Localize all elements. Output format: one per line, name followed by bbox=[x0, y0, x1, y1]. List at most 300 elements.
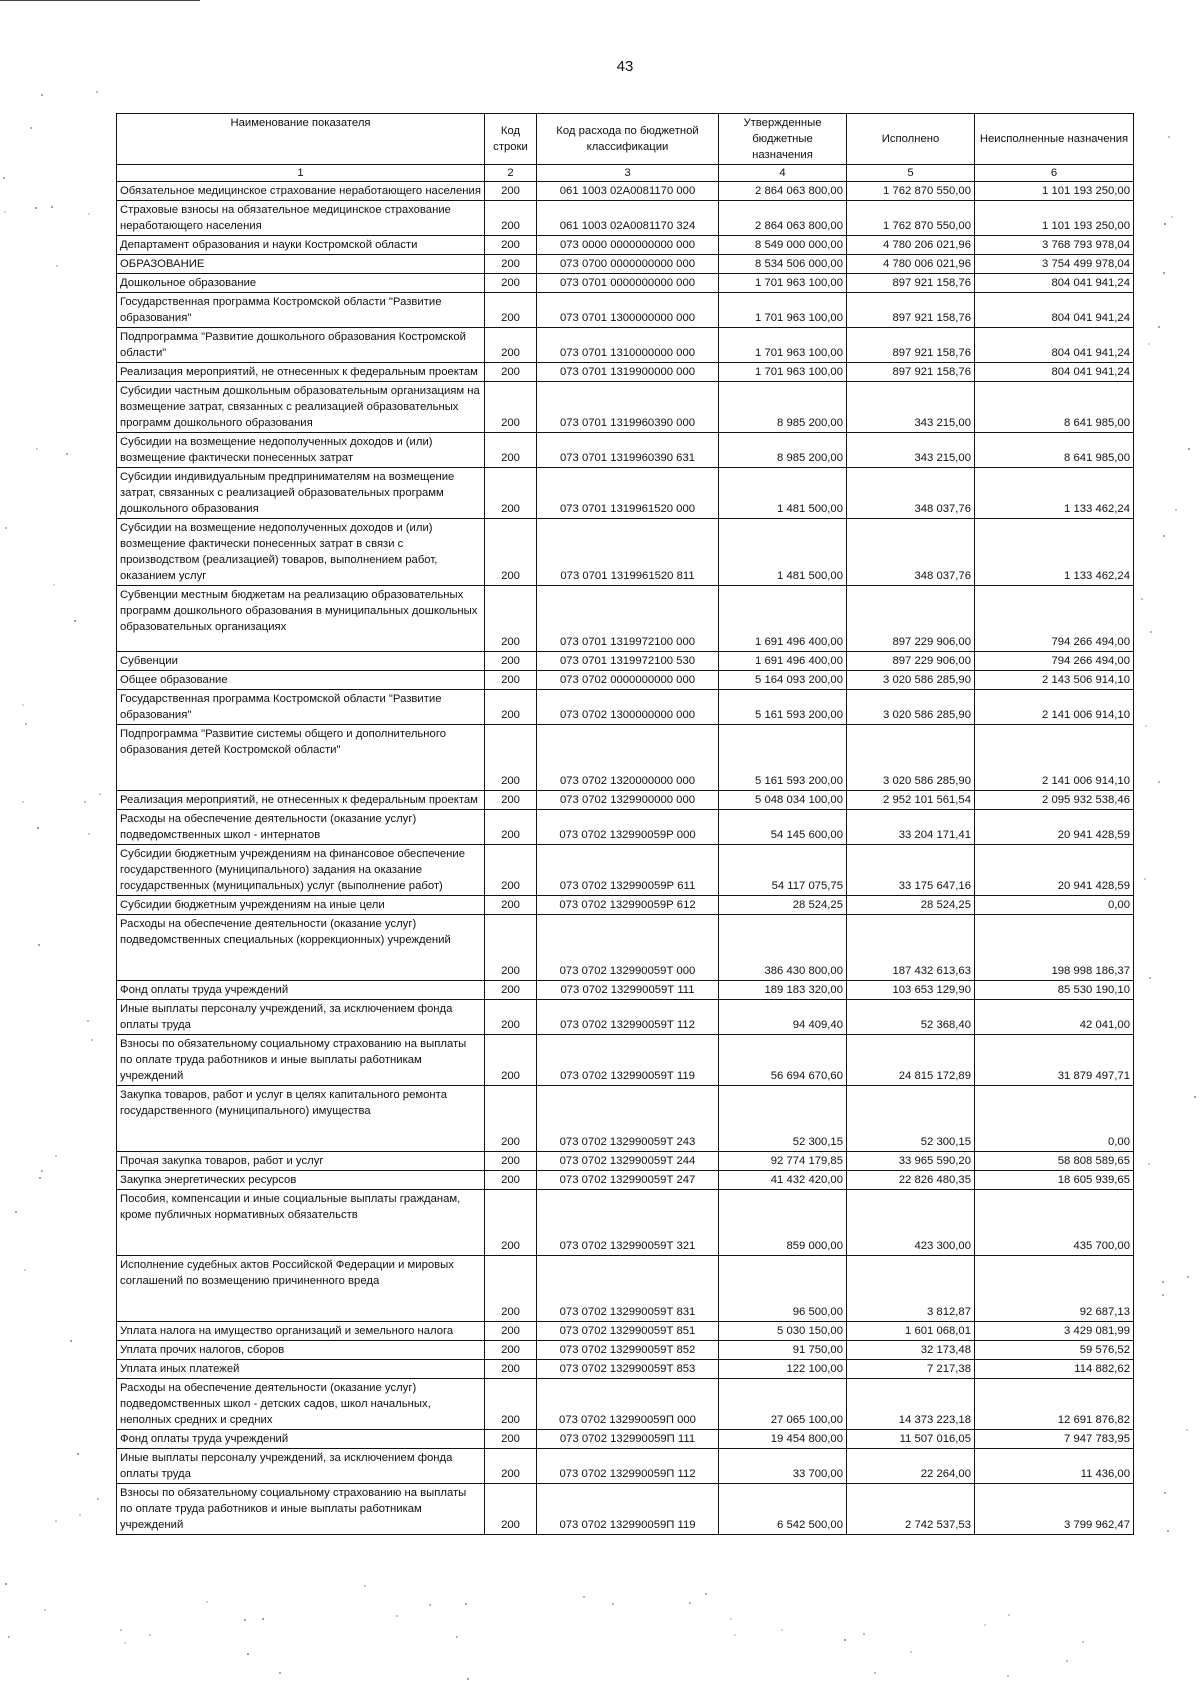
scan-speck bbox=[429, 1604, 431, 1606]
header-row bbox=[117, 114, 1134, 165]
scan-speck bbox=[1150, 631, 1152, 633]
row-unexecuted-amount: 0,00 bbox=[975, 1086, 1134, 1152]
row-approved-amount: 28 524,25 bbox=[719, 896, 847, 915]
scan-speck bbox=[79, 1514, 81, 1516]
table-row bbox=[117, 1035, 1134, 1086]
row-executed-amount: 348 037,76 bbox=[847, 468, 975, 519]
row-unexecuted-amount: 804 041 941,24 bbox=[975, 293, 1134, 328]
row-budget-code: 073 0701 0000000000 000 bbox=[537, 274, 719, 293]
row-approved-amount: 1 481 500,00 bbox=[719, 468, 847, 519]
row-unexecuted-amount: 12 691 876,82 bbox=[975, 1379, 1134, 1430]
row-budget-code: 073 0701 1319972100 000 bbox=[537, 586, 719, 652]
row-line-code: 200 bbox=[485, 1086, 537, 1152]
row-indicator-name: Субвенции местным бюджетам на реализацию образовательных программ дошкольного образования в муниципальных дошкольных образовательных организациях bbox=[117, 586, 485, 652]
scan-speck bbox=[465, 1603, 467, 1605]
row-budget-code: 073 0702 132990059П 112 bbox=[537, 1449, 719, 1484]
row-approved-amount: 5 030 150,00 bbox=[719, 1322, 847, 1341]
scan-speck bbox=[730, 1618, 732, 1620]
row-approved-amount: 8 534 506 000,00 bbox=[719, 255, 847, 274]
table-row bbox=[117, 1341, 1134, 1360]
table-row bbox=[117, 1484, 1134, 1535]
scan-speck bbox=[984, 1624, 986, 1626]
row-budget-code: 073 0702 132990059Т 831 bbox=[537, 1256, 719, 1322]
row-approved-amount: 94 409,40 bbox=[719, 1000, 847, 1035]
row-indicator-name: Реализация мероприятий, не отнесенных к федеральным проектам bbox=[117, 791, 485, 810]
row-budget-code: 073 0702 132990059Т 119 bbox=[537, 1035, 719, 1086]
row-indicator-name: Фонд оплаты труда учреждений bbox=[117, 1430, 485, 1449]
row-executed-amount: 3 812,87 bbox=[847, 1256, 975, 1322]
table-row bbox=[117, 468, 1134, 519]
row-line-code: 200 bbox=[485, 671, 537, 690]
scan-speck bbox=[583, 1596, 585, 1598]
scan-speck bbox=[247, 1653, 249, 1655]
row-executed-amount: 22 264,00 bbox=[847, 1449, 975, 1484]
row-indicator-name: Субсидии на возмещение недополученных доходов и (или) возмещение фактически понесенных затрат в связи с производством (реализацией) товаров, выполнением работ, оказанием услуг bbox=[117, 519, 485, 586]
scan-edge-line bbox=[0, 0, 200, 1]
scan-speck bbox=[53, 584, 55, 586]
row-executed-amount: 2 742 537,53 bbox=[847, 1484, 975, 1535]
row-budget-code: 073 0702 1320000000 000 bbox=[537, 725, 719, 791]
row-approved-amount: 1 691 496 400,00 bbox=[719, 586, 847, 652]
row-indicator-name: Субсидии бюджетным учреждениям на иные цели bbox=[117, 896, 485, 915]
table-row bbox=[117, 915, 1134, 981]
row-budget-code: 073 0702 132990059Т 321 bbox=[537, 1190, 719, 1256]
row-budget-code: 073 0702 1329900000 000 bbox=[537, 791, 719, 810]
row-budget-code: 073 0702 132990059Р 612 bbox=[537, 896, 719, 915]
scan-speck bbox=[1145, 725, 1147, 727]
row-budget-code: 073 0702 132990059Т 112 bbox=[537, 1000, 719, 1035]
scan-speck bbox=[612, 1603, 614, 1605]
row-budget-code: 073 0701 1319960390 000 bbox=[537, 382, 719, 433]
row-budget-code: 073 0702 132990059Т 247 bbox=[537, 1171, 719, 1190]
row-indicator-name: Взносы по обязательному социальному страхованию на выплаты по оплате труда работников и иные выплаты работникам учреждений bbox=[117, 1035, 485, 1086]
row-unexecuted-amount: 3 754 499 978,04 bbox=[975, 255, 1134, 274]
row-executed-amount: 348 037,76 bbox=[847, 519, 975, 586]
scan-speck bbox=[88, 833, 90, 835]
row-indicator-name: Государственная программа Костромской области "Развитие образования" bbox=[117, 293, 485, 328]
row-line-code: 200 bbox=[485, 1000, 537, 1035]
table-row bbox=[117, 1086, 1134, 1152]
row-indicator-name: Прочая закупка товаров, работ и услуг bbox=[117, 1152, 485, 1171]
scan-speck bbox=[22, 704, 24, 706]
scan-speck bbox=[5, 1583, 7, 1585]
row-indicator-name: ОБРАЗОВАНИЕ bbox=[117, 255, 485, 274]
table-body bbox=[117, 182, 1134, 1535]
scan-speck bbox=[262, 1618, 264, 1620]
row-budget-code: 073 0702 132990059Т 852 bbox=[537, 1341, 719, 1360]
scan-speck bbox=[56, 265, 58, 267]
table-row bbox=[117, 1000, 1134, 1035]
row-approved-amount: 6 542 500,00 bbox=[719, 1484, 847, 1535]
row-indicator-name: Дошкольное образование bbox=[117, 274, 485, 293]
row-budget-code: 073 0702 132990059П 000 bbox=[537, 1379, 719, 1430]
scan-speck bbox=[38, 944, 40, 946]
scan-speck bbox=[5, 527, 7, 529]
scan-speck bbox=[4, 211, 6, 213]
scan-speck bbox=[1187, 1276, 1189, 1278]
scan-speck bbox=[1141, 598, 1143, 600]
row-unexecuted-amount: 0,00 bbox=[975, 896, 1134, 915]
row-approved-amount: 386 430 800,00 bbox=[719, 915, 847, 981]
row-line-code: 200 bbox=[485, 725, 537, 791]
table-row bbox=[117, 293, 1134, 328]
scan-speck bbox=[8, 1636, 10, 1638]
table-row bbox=[117, 182, 1134, 201]
scan-speck bbox=[1194, 1096, 1196, 1098]
row-line-code: 200 bbox=[485, 274, 537, 293]
row-approved-amount: 54 117 075,75 bbox=[719, 845, 847, 896]
row-approved-amount: 91 750,00 bbox=[719, 1341, 847, 1360]
column-number: 1 bbox=[117, 165, 485, 182]
scan-speck bbox=[844, 1639, 846, 1641]
row-unexecuted-amount: 1 101 193 250,00 bbox=[975, 201, 1134, 236]
scan-speck bbox=[36, 448, 38, 450]
row-unexecuted-amount: 20 941 428,59 bbox=[975, 810, 1134, 845]
row-budget-code: 073 0701 1300000000 000 bbox=[537, 293, 719, 328]
row-executed-amount: 28 524,25 bbox=[847, 896, 975, 915]
row-executed-amount: 1 762 870 550,00 bbox=[847, 201, 975, 236]
row-executed-amount: 22 826 480,35 bbox=[847, 1171, 975, 1190]
table-row bbox=[117, 1171, 1134, 1190]
table-row bbox=[117, 1449, 1134, 1484]
row-executed-amount: 897 921 158,76 bbox=[847, 363, 975, 382]
row-unexecuted-amount: 804 041 941,24 bbox=[975, 328, 1134, 363]
row-unexecuted-amount: 2 095 932 538,46 bbox=[975, 791, 1134, 810]
header-indicator-name: Наименование показателя bbox=[117, 114, 485, 165]
row-unexecuted-amount: 18 605 939,65 bbox=[975, 1171, 1134, 1190]
row-unexecuted-amount: 2 141 006 914,10 bbox=[975, 725, 1134, 791]
row-executed-amount: 897 921 158,76 bbox=[847, 293, 975, 328]
row-unexecuted-amount: 2 143 506 914,10 bbox=[975, 671, 1134, 690]
row-executed-amount: 14 373 223,18 bbox=[847, 1379, 975, 1430]
table-row bbox=[117, 328, 1134, 363]
scan-speck bbox=[74, 620, 76, 622]
row-unexecuted-amount: 3 799 962,47 bbox=[975, 1484, 1134, 1535]
page-number: 43 bbox=[616, 58, 634, 75]
row-executed-amount: 103 653 129,90 bbox=[847, 981, 975, 1000]
table-row bbox=[117, 671, 1134, 690]
row-indicator-name: Страховые взносы на обязательное медицинское страхование неработающего населения bbox=[117, 201, 485, 236]
row-approved-amount: 8 549 000 000,00 bbox=[719, 236, 847, 255]
row-approved-amount: 122 100,00 bbox=[719, 1360, 847, 1379]
row-line-code: 200 bbox=[485, 690, 537, 725]
row-indicator-name: Субсидии индивидуальным предпринимателям на возмещение затрат, связанных с реализацией образовательных программ дошкольного образования bbox=[117, 468, 485, 519]
scan-speck bbox=[84, 801, 86, 803]
row-executed-amount: 4 780 006 021,96 bbox=[847, 255, 975, 274]
row-executed-amount: 423 300,00 bbox=[847, 1190, 975, 1256]
row-approved-amount: 1 701 963 100,00 bbox=[719, 363, 847, 382]
row-executed-amount: 32 173,48 bbox=[847, 1341, 975, 1360]
row-budget-code: 073 0702 132990059Т 853 bbox=[537, 1360, 719, 1379]
row-unexecuted-amount: 42 041,00 bbox=[975, 1000, 1134, 1035]
scan-speck bbox=[863, 1633, 865, 1635]
row-line-code: 200 bbox=[485, 1171, 537, 1190]
scan-speck bbox=[1163, 272, 1165, 274]
scan-speck bbox=[15, 1211, 17, 1213]
row-approved-amount: 52 300,15 bbox=[719, 1086, 847, 1152]
scan-speck bbox=[467, 1678, 469, 1680]
row-unexecuted-amount: 114 882,62 bbox=[975, 1360, 1134, 1379]
row-executed-amount: 1 762 870 550,00 bbox=[847, 182, 975, 201]
row-line-code: 200 bbox=[485, 328, 537, 363]
scan-speck bbox=[874, 1672, 876, 1674]
row-executed-amount: 33 175 647,16 bbox=[847, 845, 975, 896]
row-budget-code: 073 0701 1319972100 530 bbox=[537, 652, 719, 671]
row-unexecuted-amount: 794 266 494,00 bbox=[975, 586, 1134, 652]
table-row bbox=[117, 810, 1134, 845]
scan-speck bbox=[99, 793, 101, 795]
header-budget-code: Код расхода по бюджетной классификации bbox=[537, 114, 719, 165]
column-number: 5 bbox=[847, 165, 975, 182]
table-row bbox=[117, 519, 1134, 586]
row-unexecuted-amount: 804 041 941,24 bbox=[975, 274, 1134, 293]
row-budget-code: 073 0702 1300000000 000 bbox=[537, 690, 719, 725]
row-approved-amount: 1 691 496 400,00 bbox=[719, 652, 847, 671]
row-unexecuted-amount: 804 041 941,24 bbox=[975, 363, 1134, 382]
row-line-code: 200 bbox=[485, 1430, 537, 1449]
row-executed-amount: 187 432 613,63 bbox=[847, 915, 975, 981]
scan-speck bbox=[1164, 223, 1166, 225]
table-row bbox=[117, 1379, 1134, 1430]
scan-speck bbox=[1167, 1530, 1169, 1532]
row-budget-code: 073 0702 132990059Р 000 bbox=[537, 810, 719, 845]
row-indicator-name: Уплата прочих налогов, сборов bbox=[117, 1341, 485, 1360]
row-line-code: 200 bbox=[485, 236, 537, 255]
scan-speck bbox=[1162, 1294, 1164, 1296]
row-indicator-name: Подпрограмма "Развитие дошкольного образования Костромской области" bbox=[117, 328, 485, 363]
row-line-code: 200 bbox=[485, 845, 537, 896]
row-indicator-name: Закупка товаров, работ и услуг в целях капитального ремонта государственного (муниципального) имущества bbox=[117, 1086, 485, 1152]
scan-speck bbox=[1149, 977, 1151, 979]
row-executed-amount: 1 601 068,01 bbox=[847, 1322, 975, 1341]
budget-execution-table bbox=[116, 113, 1134, 1535]
scan-speck bbox=[55, 1155, 57, 1157]
row-indicator-name: Уплата налога на имущество организаций и земельного налога bbox=[117, 1322, 485, 1341]
row-executed-amount: 3 020 586 285,90 bbox=[847, 671, 975, 690]
row-line-code: 200 bbox=[485, 519, 537, 586]
row-budget-code: 073 0702 132990059П 111 bbox=[537, 1430, 719, 1449]
row-approved-amount: 189 183 320,00 bbox=[719, 981, 847, 1000]
row-line-code: 200 bbox=[485, 201, 537, 236]
header-unexecuted: Неисполненные назначения bbox=[975, 114, 1134, 165]
row-approved-amount: 5 161 593 200,00 bbox=[719, 725, 847, 791]
column-number-row bbox=[117, 165, 1134, 182]
row-indicator-name: Субсидии частным дошкольным образовательным организациям на возмещение затрат, связанных с реализацией образовательных программ дошкольного образования bbox=[117, 382, 485, 433]
row-indicator-name: Субвенции bbox=[117, 652, 485, 671]
row-line-code: 200 bbox=[485, 1341, 537, 1360]
row-unexecuted-amount: 8 641 985,00 bbox=[975, 433, 1134, 468]
table-row bbox=[117, 382, 1134, 433]
table-row bbox=[117, 1190, 1134, 1256]
row-indicator-name: Реализация мероприятий, не отнесенных к федеральным проектам bbox=[117, 363, 485, 382]
row-executed-amount: 3 020 586 285,90 bbox=[847, 690, 975, 725]
row-indicator-name: Расходы на обеспечение деятельности (оказание услуг) подведомственных специальных (коррекционных) учреждений bbox=[117, 915, 485, 981]
row-line-code: 200 bbox=[485, 1379, 537, 1430]
scan-speck bbox=[77, 1453, 79, 1455]
row-indicator-name: Субсидии на возмещение недополученных доходов и (или) возмещение фактически понесенных затрат bbox=[117, 433, 485, 468]
row-unexecuted-amount: 435 700,00 bbox=[975, 1190, 1134, 1256]
row-budget-code: 073 0701 1319960390 631 bbox=[537, 433, 719, 468]
row-budget-code: 073 0701 1319961520 000 bbox=[537, 468, 719, 519]
scan-speck bbox=[1158, 781, 1160, 783]
row-executed-amount: 897 229 906,00 bbox=[847, 586, 975, 652]
row-line-code: 200 bbox=[485, 1449, 537, 1484]
row-executed-amount: 52 300,15 bbox=[847, 1086, 975, 1152]
row-line-code: 200 bbox=[485, 1190, 537, 1256]
table-row bbox=[117, 586, 1134, 652]
scan-speck bbox=[44, 1609, 46, 1611]
scan-speck bbox=[51, 206, 53, 208]
scan-speck bbox=[1082, 1641, 1084, 1643]
scan-speck bbox=[1148, 1163, 1150, 1165]
row-indicator-name: Расходы на обеспечение деятельности (оказание услуг) подведомственных школ - детских садов, школ начальных, неполных средних и средних bbox=[117, 1379, 485, 1430]
row-unexecuted-amount: 1 101 193 250,00 bbox=[975, 182, 1134, 201]
row-line-code: 200 bbox=[485, 255, 537, 274]
row-approved-amount: 1 701 963 100,00 bbox=[719, 293, 847, 328]
row-indicator-name: Исполнение судебных актов Российской Федерации и мировых соглашений по возмещению причиненного вреда bbox=[117, 1256, 485, 1322]
scan-speck bbox=[1144, 878, 1146, 880]
row-executed-amount: 343 215,00 bbox=[847, 433, 975, 468]
row-unexecuted-amount: 1 133 462,24 bbox=[975, 468, 1134, 519]
scan-speck bbox=[41, 94, 43, 96]
row-budget-code: 061 1003 02А0081170 324 bbox=[537, 201, 719, 236]
row-unexecuted-amount: 85 530 190,10 bbox=[975, 981, 1134, 1000]
column-number: 3 bbox=[537, 165, 719, 182]
row-approved-amount: 33 700,00 bbox=[719, 1449, 847, 1484]
row-executed-amount: 343 215,00 bbox=[847, 382, 975, 433]
scan-speck bbox=[70, 1340, 72, 1342]
row-executed-amount: 11 507 016,05 bbox=[847, 1430, 975, 1449]
scan-speck bbox=[30, 127, 32, 129]
row-budget-code: 073 0000 0000000000 000 bbox=[537, 236, 719, 255]
row-executed-amount: 897 921 158,76 bbox=[847, 328, 975, 363]
row-indicator-name: Уплата иных платежей bbox=[117, 1360, 485, 1379]
row-executed-amount: 2 952 101 561,54 bbox=[847, 791, 975, 810]
row-budget-code: 073 0702 132990059Т 244 bbox=[537, 1152, 719, 1171]
scan-speck bbox=[456, 1636, 458, 1638]
row-unexecuted-amount: 20 941 428,59 bbox=[975, 845, 1134, 896]
table-row bbox=[117, 725, 1134, 791]
row-line-code: 200 bbox=[485, 293, 537, 328]
row-indicator-name: Государственная программа Костромской области "Развитие образования" bbox=[117, 690, 485, 725]
scan-speck bbox=[244, 1619, 246, 1621]
row-budget-code: 073 0702 132990059Т 111 bbox=[537, 981, 719, 1000]
row-indicator-name: Взносы по обязательному социальному страхованию на выплаты по оплате труда работников и иные выплаты работникам учреждений bbox=[117, 1484, 485, 1535]
scan-speck bbox=[396, 1615, 398, 1617]
scan-speck bbox=[1007, 1675, 1009, 1677]
row-indicator-name: Расходы на обеспечение деятельности (оказание услуг) подведомственных школ - интернатов bbox=[117, 810, 485, 845]
row-unexecuted-amount: 8 641 985,00 bbox=[975, 382, 1134, 433]
row-indicator-name: Иные выплаты персоналу учреждений, за исключением фонда оплаты труда bbox=[117, 1449, 485, 1484]
table-row bbox=[117, 981, 1134, 1000]
column-number: 4 bbox=[719, 165, 847, 182]
scan-speck bbox=[1168, 136, 1170, 138]
table-row bbox=[117, 1152, 1134, 1171]
row-line-code: 200 bbox=[485, 1152, 537, 1171]
scan-speck bbox=[149, 1634, 151, 1636]
row-line-code: 200 bbox=[485, 1360, 537, 1379]
row-unexecuted-amount: 2 141 006 914,10 bbox=[975, 690, 1134, 725]
row-indicator-name: Пособия, компенсации и иные социальные выплаты гражданам, кроме публичных нормативных обязательств bbox=[117, 1190, 485, 1256]
row-approved-amount: 54 145 600,00 bbox=[719, 810, 847, 845]
row-approved-amount: 96 500,00 bbox=[719, 1256, 847, 1322]
scan-speck bbox=[1164, 1492, 1166, 1494]
scan-speck bbox=[1163, 535, 1165, 537]
row-executed-amount: 52 368,40 bbox=[847, 1000, 975, 1035]
row-line-code: 200 bbox=[485, 791, 537, 810]
row-indicator-name: Фонд оплаты труда учреждений bbox=[117, 981, 485, 1000]
row-budget-code: 073 0700 0000000000 000 bbox=[537, 255, 719, 274]
row-unexecuted-amount: 31 879 497,71 bbox=[975, 1035, 1134, 1086]
scan-speck bbox=[39, 1177, 41, 1179]
row-budget-code: 073 0702 132990059Р 611 bbox=[537, 845, 719, 896]
row-indicator-name: Департамент образования и науки Костромской области bbox=[117, 236, 485, 255]
row-line-code: 200 bbox=[485, 586, 537, 652]
table-row bbox=[117, 652, 1134, 671]
row-unexecuted-amount: 59 576,52 bbox=[975, 1341, 1134, 1360]
header-row-code: Код строки bbox=[485, 114, 537, 165]
row-budget-code: 073 0701 1319900000 000 bbox=[537, 363, 719, 382]
scan-speck bbox=[3, 177, 5, 179]
scan-speck bbox=[1148, 343, 1150, 345]
table-row bbox=[117, 433, 1134, 468]
row-approved-amount: 859 000,00 bbox=[719, 1190, 847, 1256]
row-line-code: 200 bbox=[485, 382, 537, 433]
scan-speck bbox=[25, 723, 27, 725]
row-approved-amount: 5 164 093 200,00 bbox=[719, 671, 847, 690]
row-budget-code: 073 0702 132990059Т 000 bbox=[537, 915, 719, 981]
row-approved-amount: 1 481 500,00 bbox=[719, 519, 847, 586]
row-unexecuted-amount: 7 947 783,95 bbox=[975, 1430, 1134, 1449]
row-indicator-name: Подпрограмма "Развитие системы общего и дополнительного образования детей Костромской области" bbox=[117, 725, 485, 791]
table-row bbox=[117, 255, 1134, 274]
scan-speck bbox=[279, 1672, 281, 1674]
table-row bbox=[117, 896, 1134, 915]
row-budget-code: 073 0701 1310000000 000 bbox=[537, 328, 719, 363]
row-executed-amount: 897 229 906,00 bbox=[847, 652, 975, 671]
scan-speck bbox=[124, 1642, 126, 1644]
row-line-code: 200 bbox=[485, 1484, 537, 1535]
table-row bbox=[117, 1256, 1134, 1322]
row-line-code: 200 bbox=[485, 1035, 537, 1086]
scan-speck bbox=[22, 801, 24, 803]
row-approved-amount: 56 694 670,60 bbox=[719, 1035, 847, 1086]
table-row bbox=[117, 1322, 1134, 1341]
header-executed: Исполнено bbox=[847, 114, 975, 165]
scan-speck bbox=[88, 213, 90, 215]
row-executed-amount: 33 965 590,20 bbox=[847, 1152, 975, 1171]
table-row bbox=[117, 1430, 1134, 1449]
column-number: 6 bbox=[975, 165, 1134, 182]
row-budget-code: 073 0702 132990059Т 243 bbox=[537, 1086, 719, 1152]
scan-speck bbox=[91, 1039, 93, 1041]
row-executed-amount: 4 780 206 021,96 bbox=[847, 236, 975, 255]
scan-speck bbox=[37, 827, 39, 829]
row-unexecuted-amount: 794 266 494,00 bbox=[975, 652, 1134, 671]
row-line-code: 200 bbox=[485, 433, 537, 468]
table-row bbox=[117, 274, 1134, 293]
row-unexecuted-amount: 1 133 462,24 bbox=[975, 519, 1134, 586]
row-approved-amount: 19 454 800,00 bbox=[719, 1430, 847, 1449]
scan-speck bbox=[689, 1602, 691, 1604]
scan-speck bbox=[66, 453, 68, 455]
scan-speck bbox=[1162, 1281, 1164, 1283]
row-unexecuted-amount: 58 808 589,65 bbox=[975, 1152, 1134, 1171]
scan-speck bbox=[734, 1634, 736, 1636]
row-line-code: 200 bbox=[485, 182, 537, 201]
scan-speck bbox=[120, 1629, 122, 1631]
scan-speck bbox=[24, 1269, 26, 1271]
